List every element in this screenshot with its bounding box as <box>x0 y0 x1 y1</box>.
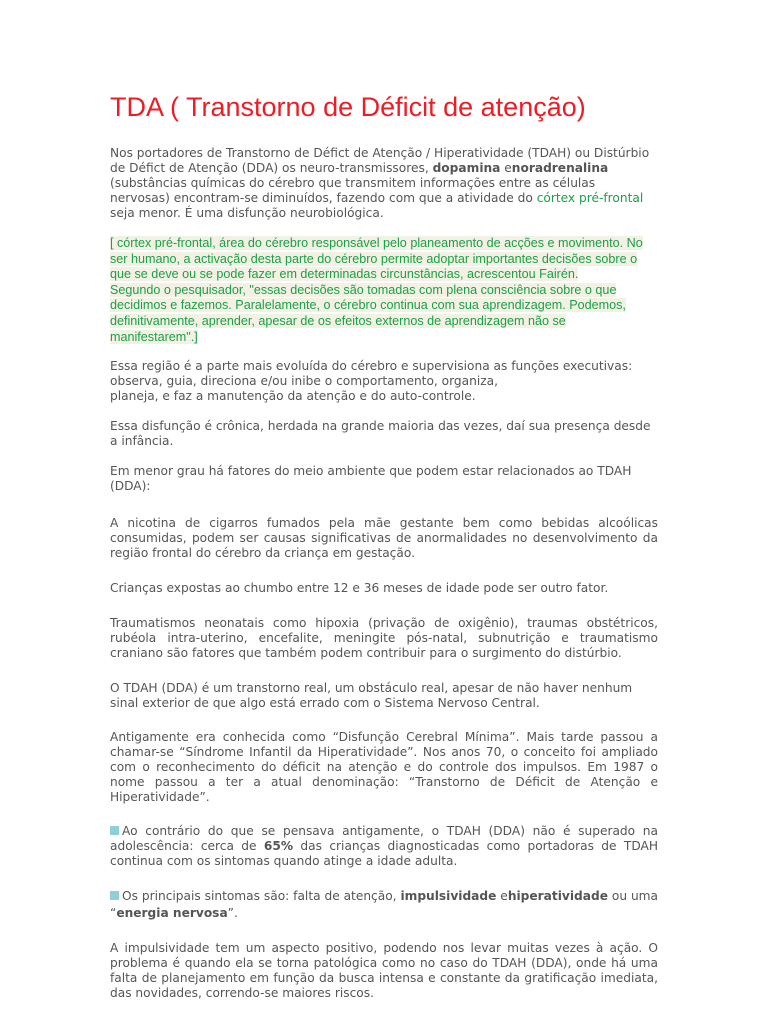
bold-term: 65% <box>263 839 294 854</box>
bold-term: noradrenalina <box>511 161 609 175</box>
paragraph-intro <box>110 146 658 221</box>
text: observa, guia, direciona e/ou inibe o comportamento, organiza, <box>110 374 498 389</box>
quote-line: Segundo o pesquisador, "essas decisões são tomadas com plena consciência sobre o que <box>110 282 617 297</box>
paragraph-environment: Em menor grau há fatores do meio ambiente que podem estar relacionados ao TDAH (DDA): <box>110 464 632 494</box>
paragraph-history: Antigamente era conhecida como “Disfunção Cerebral Mínima”. Mais tarde passou a chamar-se “Síndrome Infantil da Hiperatividade”. Nos anos 70, o conceito foi ampliado com o reconhecimento do déficit na atenção e do controle dos impulsos. Em 1987 o nome passou a ter a atual denominação: “Transtorno de Déficit de Atenção e Hiperatividade”. <box>110 730 658 805</box>
text: (substâncias químicas do cérebro que transmitem informações entre as células nervosas) encontram-se diminuídos, fazendo com que a atividade do <box>110 176 596 205</box>
bold-term: dopamina <box>432 161 501 175</box>
page-title: TDA ( Transtorno de Déficit de atenção) <box>110 92 586 122</box>
text: Ao contrário do que se pensava antigamente, o TDAH (DDA) não é superado na adolescência: cerca de <box>110 824 658 854</box>
paragraph-nicotine: A nicotina de cigarros fumados pela mãe gestante bem como bebidas alcoólicas consumidas, podem ser causas significativas de anormalidades no desenvolvimento da região frontal do cérebro da criança em gestação. <box>110 516 658 561</box>
paragraph-impulsivity: A impulsividade tem um aspecto positivo, podendo nos levar muitas vezes à ação. O problema é quando ela se torna patológica como no caso do TDAH (DDA), onde há uma falta de planejamento em função da busca intensa e constante da gratificação imediata, das novidades, correndo-se maiores riscos. <box>110 941 658 1001</box>
quote-line: definitivamente, aprender, apesar de os efeitos externos de aprendizagem não se <box>110 313 566 328</box>
text: ou uma “ <box>110 889 659 921</box>
quote-line: decidimos e fazemos. Paralelamente, o cérebro continua com sua aprendizagem. Podemos, <box>110 298 626 313</box>
text: Essa região é a parte mais evoluída do cérebro e supervisiona as funções executivas: <box>110 359 633 374</box>
paragraph-trauma: Traumatismos neonatais como hipoxia (privação de oxigênio), traumas obstétricos, rubéola intra-uterino, encefalite, meningite pós-natal, subnutrição e traumatismo craniano são fatores que também podem contribuir para o surgimento do distúrbio. <box>110 616 658 661</box>
paragraph-symptoms <box>110 888 658 922</box>
quote-line: [ córtex pré-frontal, área do cérebro responsável pelo planeamento de acções e movimento. No <box>110 236 643 250</box>
text: seja menor. É uma disfunção neurobiológica. <box>110 206 384 220</box>
text: e <box>500 161 512 175</box>
text: Os principais sintomas são: falta de atenção, <box>122 889 401 904</box>
bold-term: energia nervosa <box>116 906 228 921</box>
text: ”. <box>227 906 238 921</box>
square-bullet-icon <box>110 891 119 900</box>
square-bullet-icon <box>110 826 119 835</box>
paragraph-lead: Crianças expostas ao chumbo entre 12 e 36 meses de idade pode ser outro fator. <box>110 581 609 596</box>
quote-line: que se deve ou se pode fazer em determinadas circunstâncias, acrescentou Fairén. <box>110 267 579 282</box>
text: Nos portadores de Transtorno de Défict de Atenção / Hiperatividade (TDAH) ou Distúrbio de Défict de Atenção (DDA) os neuro-transmissores, <box>110 146 650 175</box>
paragraph-adulthood <box>110 824 658 869</box>
paragraph-real-disorder: O TDAH (DDA) é um transtorno real, um obstáculo real, apesar de não haver nenhum sinal exterior de que algo está errado com o Sistema Nervoso Central. <box>110 681 633 711</box>
paragraph-region <box>110 359 658 404</box>
bold-term: impulsividade <box>400 889 497 904</box>
paragraph-chronic: Essa disfunção é crônica, herdada na grande maioria das vezes, daí sua presença desde a infância. <box>110 419 651 449</box>
text: planeja, e faz a manutenção da atenção e do auto-controle. <box>110 389 476 404</box>
cortex-link[interactable]: córtex pré-frontal <box>536 191 644 205</box>
highlighted-quote <box>110 236 658 345</box>
quote-line: ser humano, a activação desta parte do cérebro permite adoptar importantes decisões sobre o <box>110 251 638 266</box>
text: das crianças diagnosticadas como portadoras de TDAH continua com os sintomas quando atinge a idade adulta. <box>110 839 658 869</box>
text: e <box>496 889 508 904</box>
quote-line: manifestarem".] <box>110 329 198 344</box>
bold-term: hiperatividade <box>507 889 608 904</box>
